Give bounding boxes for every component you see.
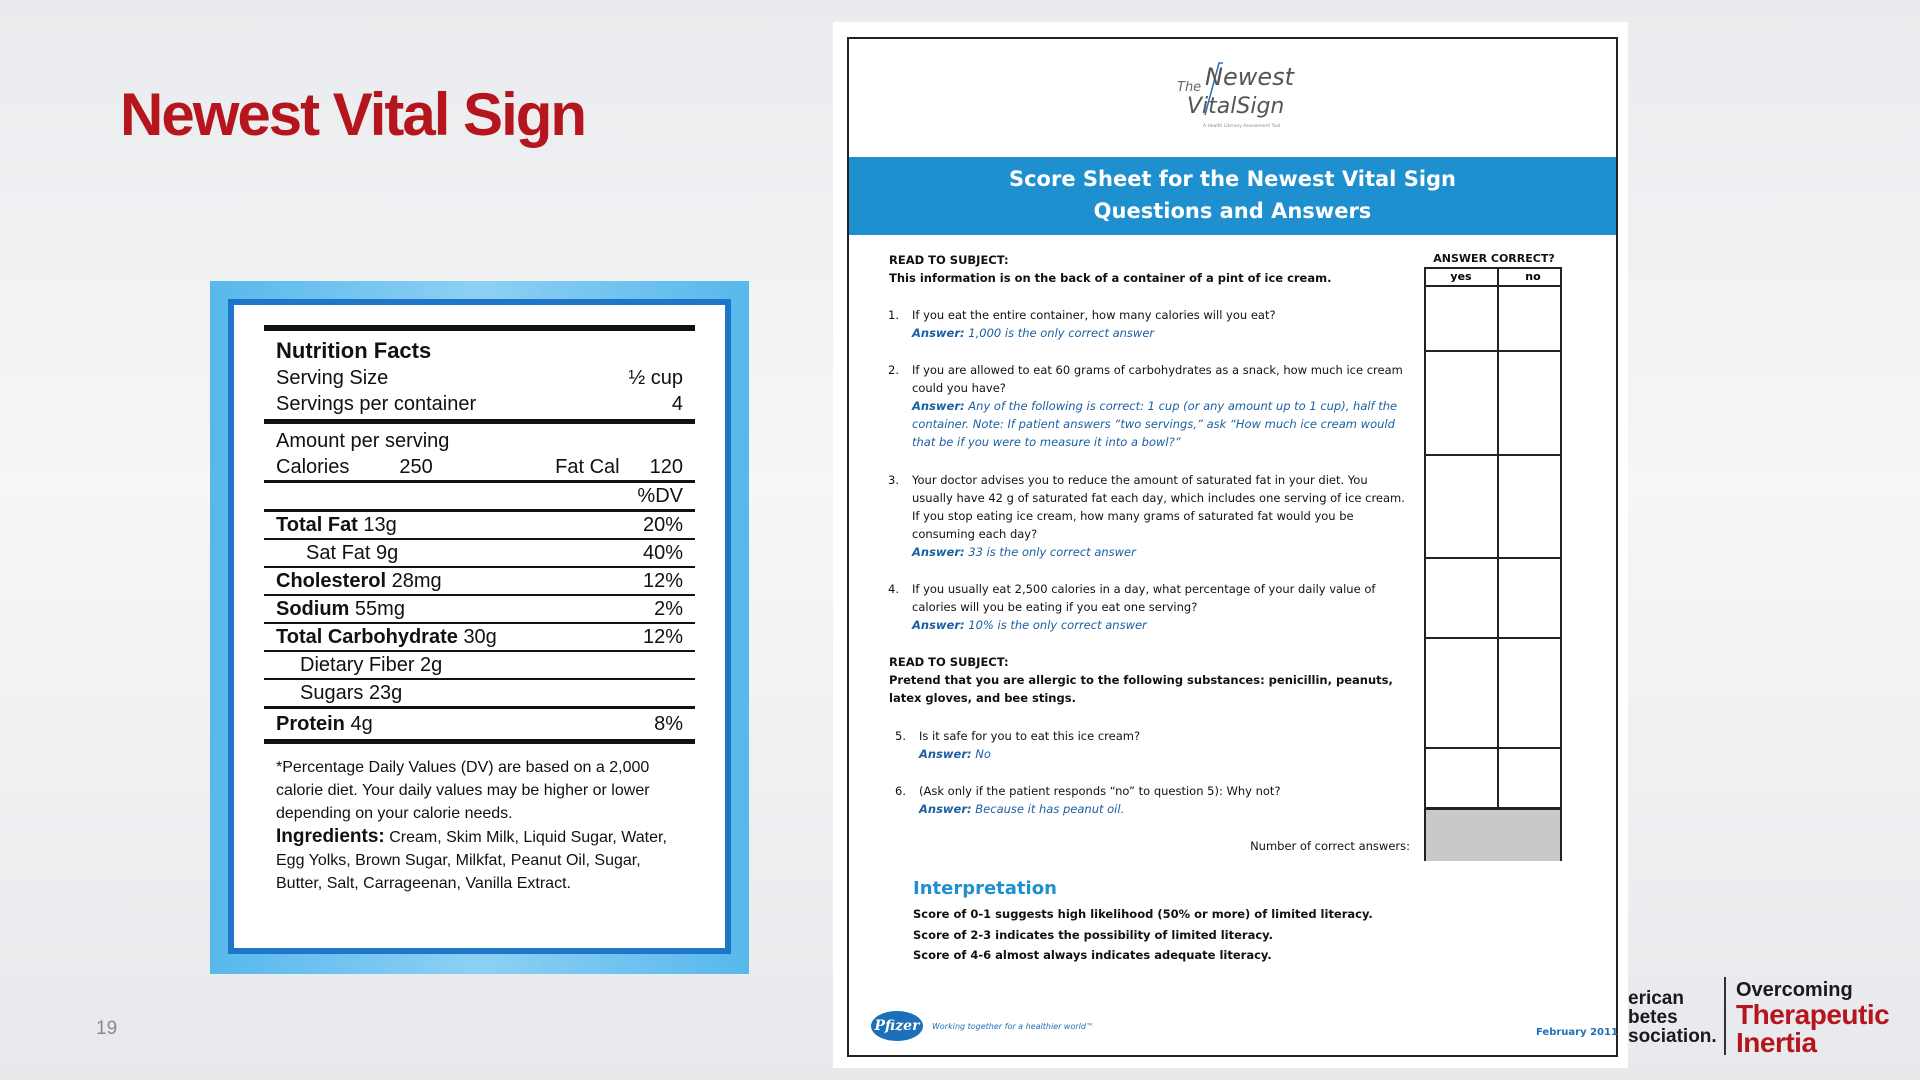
interpretation-heading: Interpretation	[913, 878, 1057, 899]
nutrient-amount: 13g	[363, 514, 397, 536]
nutrient-name: Cholesterol	[276, 570, 387, 592]
answer-label: Answer:	[912, 399, 965, 413]
answer-text: 33 is the only correct answer	[968, 545, 1136, 559]
calories-value: 250	[399, 456, 433, 478]
answer-grid	[1424, 267, 1562, 861]
grid-row-line	[1426, 747, 1560, 749]
answer-label: Answer:	[912, 326, 965, 340]
answer-label: Answer:	[919, 802, 972, 816]
nutrient-dv: 20%	[642, 514, 683, 536]
nutrient-amount: 30g	[463, 626, 497, 648]
nutrient-dv: 40%	[642, 542, 683, 564]
amount-label: Amount per serving	[276, 430, 450, 452]
sheet-date: February 2011	[1536, 1027, 1618, 1038]
question-text: If you are allowed to eat 60 grams of carbohydrates as a snack, how much ice cream could you have?	[912, 363, 1403, 395]
answer-correct-header: ANSWER CORRECT?	[1433, 252, 1555, 265]
logo-vital-sign: VitalSign	[1187, 94, 1285, 119]
interpretation-line: Score of 4-6 almost always indicates adequate literacy.	[913, 948, 1272, 962]
nutrient-row	[264, 624, 695, 650]
nutrient-dv: 2%	[654, 598, 683, 620]
slide-title: Newest Vital Sign	[120, 81, 586, 148]
nutrient-amount: 23g	[368, 682, 403, 704]
nutrient-amount: 2g	[420, 654, 443, 676]
question-text: If you usually eat 2,500 calories in a day, what percentage of your daily value of calories will you be eating if you eat one serving?	[912, 582, 1376, 614]
question-number: 4.	[888, 582, 899, 596]
nutrient-name: Protein	[276, 713, 345, 735]
answer-label: Answer:	[912, 545, 965, 559]
answer-label: Answer:	[912, 618, 965, 632]
grid-row-line	[1426, 350, 1560, 352]
question-number: 2.	[888, 363, 899, 377]
divider	[264, 419, 695, 424]
grid-column-divider	[1497, 269, 1499, 859]
grid-row-line	[1426, 557, 1560, 559]
nutrient-amount: 55mg	[354, 598, 405, 620]
logo-the: The	[1177, 80, 1202, 95]
nutrient-amount: 4g	[350, 713, 373, 735]
slide-number: 19	[96, 1018, 118, 1039]
nutrient-row	[264, 680, 695, 706]
read-to-subject-2	[889, 653, 1409, 707]
nutrition-label-frame	[210, 281, 749, 974]
question-1	[888, 306, 1408, 342]
newest-vital-sign-logo	[1175, 55, 1295, 135]
brand-divider	[1724, 977, 1726, 1055]
dv-header: %DV	[637, 485, 683, 507]
nutrition-footnote: *Percentage Daily Values (DV) are based on a 2,000 calorie diet. Your daily values may be higher or lower depending on your calorie needs.	[276, 759, 650, 822]
read-text: This information is on the back of a container of a pint of ice cream.	[889, 271, 1332, 285]
divider	[264, 325, 695, 331]
ingredients-text: Cream, Skim Milk, Liquid Sugar, Water, Egg Yolks, Brown Sugar, Milkfat, Peanut Oil, Sugar, Butter, Salt, Carrageenan, Vanilla Extract.	[276, 829, 667, 892]
servings-label: Servings per container	[276, 393, 477, 415]
grid-row-line	[1426, 285, 1560, 287]
num-correct-label: Number of correct answers:	[1250, 839, 1410, 853]
read-label: READ TO SUBJECT:	[889, 655, 1009, 669]
ingredients-label: Ingredients:	[276, 826, 385, 847]
question-4	[888, 580, 1408, 634]
nutrient-amount: 28mg	[391, 570, 442, 592]
nutrient-row	[264, 711, 695, 737]
question-number: 6.	[895, 784, 906, 798]
ada-line: erican	[1628, 989, 1684, 1009]
total-cell	[1426, 807, 1560, 861]
score-sheet-banner	[849, 157, 1616, 235]
question-text: Is it safe for you to eat this ice cream?	[919, 729, 1141, 743]
read-to-subject-1	[889, 251, 1409, 287]
pfizer-tagline: Working together for a healthier world™	[932, 1022, 1094, 1031]
nutrient-amount: 9g	[376, 542, 399, 564]
overcoming-therapeutic-inertia-logo	[1736, 979, 1889, 1057]
question-5	[895, 727, 1395, 763]
serving-size-row	[264, 365, 695, 391]
nutrient-name: Dietary Fiber	[300, 654, 415, 676]
fat-cal-value: 120	[649, 456, 683, 478]
fat-cal-label: Fat Cal	[555, 456, 620, 478]
interpretation-line: Score of 2-3 indicates the possibility of limited literacy.	[913, 927, 1273, 942]
divider	[264, 739, 695, 744]
nutrient-name: Sugars	[300, 682, 364, 704]
nutrient-row	[264, 568, 695, 594]
servings-value: 4	[671, 393, 683, 415]
grid-row-line	[1426, 637, 1560, 639]
interpretation-line: Score of 0-1 suggests high likelihood (50% or more) of limited literacy.	[913, 907, 1373, 921]
serving-size-value: ½ cup	[628, 367, 683, 389]
calories-row	[264, 454, 695, 480]
ada-line: betes	[1628, 1007, 1678, 1028]
question-2	[888, 361, 1408, 451]
oti-line-2: Therapeutic	[1736, 999, 1890, 1030]
yes-header: yes	[1450, 270, 1472, 283]
divider	[264, 706, 695, 709]
question-number: 1.	[888, 308, 899, 322]
question-text: Your doctor advises you to reduce the amount of saturated fat in your diet. You usually have 42 g of saturated fat each day, which includes one serving of ice cream. If you stop eating ice cream, how many grams of saturated fat would you be consuming each day?	[912, 473, 1405, 541]
ingredients	[264, 825, 695, 895]
nutrient-dv: 8%	[654, 713, 683, 735]
question-3	[888, 471, 1408, 561]
question-6	[895, 782, 1395, 818]
nutrient-name: Sat Fat	[306, 542, 371, 564]
ada-logo-text	[1628, 989, 1723, 1046]
nutrient-name: Total Fat	[276, 514, 358, 536]
logo-subtitle: A Health Literacy Assessment Tool	[1203, 124, 1281, 129]
nutrient-row	[264, 512, 695, 538]
answer-text: 1,000 is the only correct answer	[968, 326, 1155, 340]
question-text: (Ask only if the patient responds “no” to question 5): Why not?	[919, 784, 1281, 798]
read-label: READ TO SUBJECT:	[889, 253, 1009, 267]
dv-header-row	[264, 483, 695, 509]
calories-label: Calories	[276, 456, 350, 478]
ada-line: sociation.	[1628, 1026, 1717, 1046]
answer-text: No	[975, 747, 991, 761]
nutrient-row	[264, 596, 695, 622]
question-number: 5.	[895, 729, 906, 743]
answer-label: Answer:	[919, 747, 972, 761]
nutrition-title: Nutrition Facts	[276, 338, 432, 363]
question-number: 3.	[888, 473, 899, 487]
nutrition-label	[234, 305, 725, 948]
answer-text: 10% is the only correct answer	[968, 618, 1147, 632]
amount-row	[264, 428, 695, 454]
grid-row-line	[1426, 454, 1560, 456]
interpretation-list	[913, 904, 1433, 966]
nutrient-dv: 12%	[642, 570, 683, 592]
banner-line-2: Questions and Answers	[1093, 199, 1372, 223]
answer-text: Any of the following is correct: 1 cup (or any amount up to 1 cup), half the container. Note: If patient answers “two servings,” ask “How much ice cream would that be if you were to measure it into a bowl?”	[912, 399, 1398, 449]
nutrient-name: Sodium	[276, 598, 350, 620]
nutrition-label-border	[228, 299, 731, 954]
nutrient-row	[264, 540, 695, 566]
answer-text: Because it has peanut oil.	[975, 802, 1125, 816]
pfizer-logo: Pfizer	[871, 1011, 923, 1041]
oti-line-3: Inertia	[1736, 1027, 1817, 1058]
logo-newest: Newest	[1205, 63, 1295, 91]
servings-row	[264, 391, 695, 417]
oti-line-1: Overcoming	[1736, 979, 1853, 1001]
nutrient-name: Total Carbohydrate	[276, 626, 458, 648]
banner-line-1: Score Sheet for the Newest Vital Sign	[1008, 167, 1456, 191]
serving-size-label: Serving Size	[276, 367, 389, 389]
read-text: Pretend that you are allergic to the following substances: penicillin, peanuts, latex gloves, and bee stings.	[889, 673, 1393, 705]
no-header: no	[1525, 270, 1541, 283]
nutrient-row	[264, 652, 695, 678]
question-text: If you eat the entire container, how many calories will you eat?	[912, 308, 1276, 322]
nutrient-dv: 12%	[642, 626, 683, 648]
